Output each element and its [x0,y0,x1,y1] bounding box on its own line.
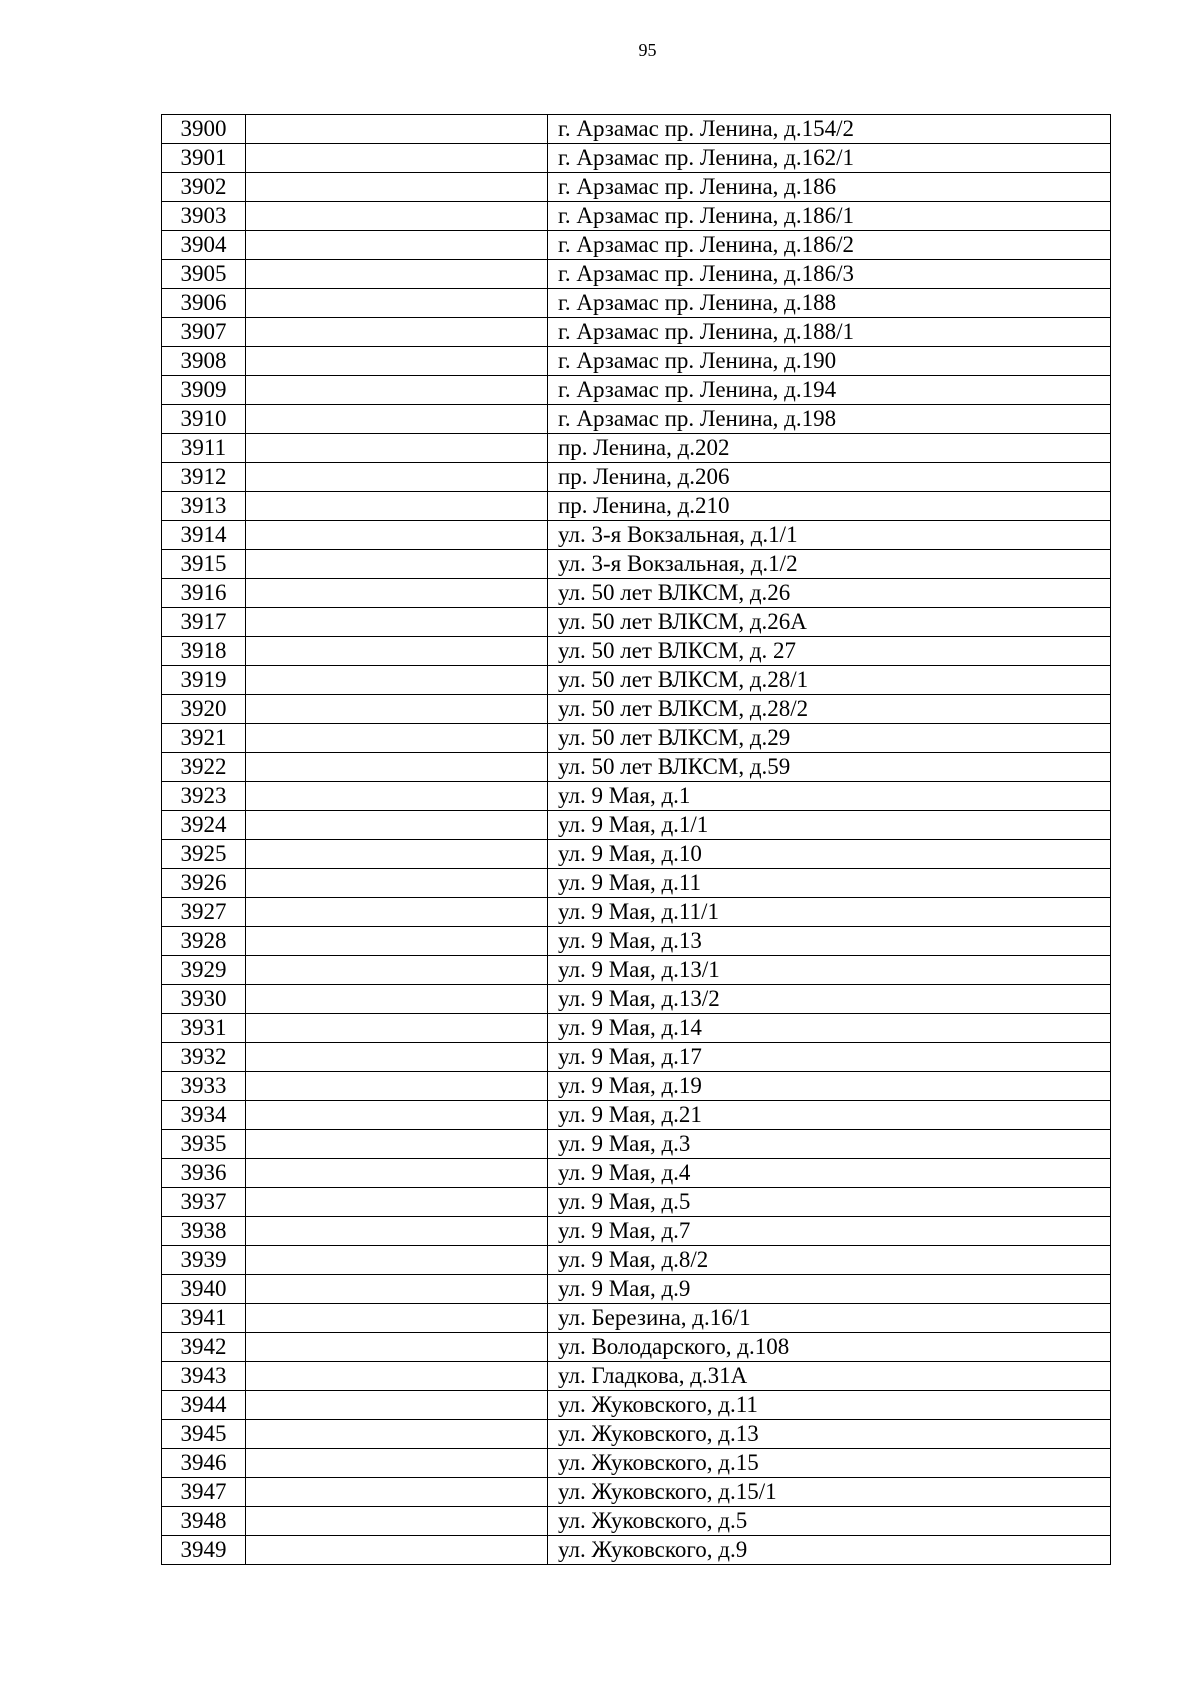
table-row [162,782,1111,811]
table-row [162,1188,1111,1217]
address-cell: ул. Гладкова, д.31А [548,1362,1111,1391]
empty-cell [246,811,548,840]
empty-cell [246,869,548,898]
address-table-body [162,115,1111,1565]
empty-cell [246,376,548,405]
address-cell: пр. Ленина, д.206 [548,463,1111,492]
address-cell: ул. 9 Мая, д.17 [548,1043,1111,1072]
address-cell: ул. 9 Мая, д.10 [548,840,1111,869]
row-number: 3920 [162,695,246,724]
address-cell: ул. 50 лет ВЛКСМ, д.26А [548,608,1111,637]
empty-cell [246,1362,548,1391]
empty-cell [246,289,548,318]
address-cell: ул. 3-я Вокзальная, д.1/2 [548,550,1111,579]
table-row [162,811,1111,840]
address-cell: ул. 9 Мая, д.3 [548,1130,1111,1159]
table-row [162,202,1111,231]
address-cell: г. Арзамас пр. Ленина, д.154/2 [548,115,1111,144]
address-cell: г. Арзамас пр. Ленина, д.162/1 [548,144,1111,173]
table-row [162,115,1111,144]
address-table [161,114,1111,1565]
row-number: 3926 [162,869,246,898]
address-cell: пр. Ленина, д.210 [548,492,1111,521]
table-row [162,608,1111,637]
row-number: 3921 [162,724,246,753]
table-row [162,927,1111,956]
empty-cell [246,695,548,724]
table-row [162,1304,1111,1333]
empty-cell [246,1159,548,1188]
empty-cell [246,1246,548,1275]
empty-cell [246,1043,548,1072]
row-number: 3933 [162,1072,246,1101]
page-number: 95 [638,40,657,60]
table-row [162,1362,1111,1391]
empty-cell [246,724,548,753]
empty-cell [246,1188,548,1217]
empty-cell [246,985,548,1014]
table-row [162,985,1111,1014]
address-cell: ул. 9 Мая, д.1/1 [548,811,1111,840]
row-number: 3934 [162,1101,246,1130]
table-row [162,1507,1111,1536]
empty-cell [246,1391,548,1420]
row-number: 3948 [162,1507,246,1536]
address-cell: ул. 50 лет ВЛКСМ, д.28/1 [548,666,1111,695]
table-row [162,260,1111,289]
table-row [162,434,1111,463]
address-cell: ул. 9 Мая, д.4 [548,1159,1111,1188]
empty-cell [246,1449,548,1478]
table-row [162,550,1111,579]
table-row [162,521,1111,550]
table-row [162,1014,1111,1043]
empty-cell [246,753,548,782]
empty-cell [246,318,548,347]
empty-cell [246,1478,548,1507]
table-row [162,1449,1111,1478]
empty-cell [246,347,548,376]
row-number: 3949 [162,1536,246,1565]
row-number: 3923 [162,782,246,811]
empty-cell [246,1130,548,1159]
row-number: 3905 [162,260,246,289]
row-number: 3904 [162,231,246,260]
table-row [162,1217,1111,1246]
address-cell: г. Арзамас пр. Ленина, д.186 [548,173,1111,202]
empty-cell [246,1304,548,1333]
empty-cell [246,144,548,173]
table-row [162,1072,1111,1101]
address-cell: ул. 9 Мая, д.13/1 [548,956,1111,985]
table-row [162,1420,1111,1449]
empty-cell [246,231,548,260]
empty-cell [246,608,548,637]
row-number: 3910 [162,405,246,434]
address-cell: ул. 50 лет ВЛКСМ, д. 27 [548,637,1111,666]
address-cell: ул. 9 Мая, д.11 [548,869,1111,898]
address-cell: ул. 9 Мая, д.5 [548,1188,1111,1217]
table-row [162,463,1111,492]
table-row [162,405,1111,434]
empty-cell [246,115,548,144]
address-cell: г. Арзамас пр. Ленина, д.186/2 [548,231,1111,260]
address-cell: ул. Жуковского, д.5 [548,1507,1111,1536]
empty-cell [246,1014,548,1043]
row-number: 3945 [162,1420,246,1449]
empty-cell [246,1420,548,1449]
row-number: 3914 [162,521,246,550]
empty-cell [246,1101,548,1130]
row-number: 3908 [162,347,246,376]
empty-cell [246,956,548,985]
address-cell: пр. Ленина, д.202 [548,434,1111,463]
table-row [162,1130,1111,1159]
address-cell: ул. Жуковского, д.15/1 [548,1478,1111,1507]
row-number: 3940 [162,1275,246,1304]
address-cell: г. Арзамас пр. Ленина, д.186/1 [548,202,1111,231]
address-cell: ул. 9 Мая, д.21 [548,1101,1111,1130]
table-row [162,289,1111,318]
address-cell: ул. 50 лет ВЛКСМ, д.26 [548,579,1111,608]
row-number: 3939 [162,1246,246,1275]
table-row [162,724,1111,753]
row-number: 3922 [162,753,246,782]
address-cell: ул. Жуковского, д.13 [548,1420,1111,1449]
address-cell: г. Арзамас пр. Ленина, д.194 [548,376,1111,405]
table-row [162,637,1111,666]
address-cell: г. Арзамас пр. Ленина, д.198 [548,405,1111,434]
row-number: 3900 [162,115,246,144]
row-number: 3931 [162,1014,246,1043]
row-number: 3936 [162,1159,246,1188]
empty-cell [246,1536,548,1565]
row-number: 3918 [162,637,246,666]
row-number: 3944 [162,1391,246,1420]
table-row [162,695,1111,724]
table-row [162,144,1111,173]
address-cell: ул. Володарского, д.108 [548,1333,1111,1362]
address-cell: ул. 50 лет ВЛКСМ, д.29 [548,724,1111,753]
table-row [162,753,1111,782]
table-row [162,956,1111,985]
address-cell: ул. Жуковского, д.15 [548,1449,1111,1478]
address-cell: г. Арзамас пр. Ленина, д.188/1 [548,318,1111,347]
empty-cell [246,173,548,202]
empty-cell [246,1217,548,1246]
address-cell: ул. 9 Мая, д.19 [548,1072,1111,1101]
table-row [162,1391,1111,1420]
row-number: 3932 [162,1043,246,1072]
address-cell: ул. 3-я Вокзальная, д.1/1 [548,521,1111,550]
table-row [162,1101,1111,1130]
row-number: 3938 [162,1217,246,1246]
row-number: 3901 [162,144,246,173]
address-cell: г. Арзамас пр. Ленина, д.188 [548,289,1111,318]
row-number: 3909 [162,376,246,405]
address-cell: ул. 9 Мая, д.7 [548,1217,1111,1246]
row-number: 3937 [162,1188,246,1217]
row-number: 3903 [162,202,246,231]
row-number: 3946 [162,1449,246,1478]
table-row [162,579,1111,608]
row-number: 3927 [162,898,246,927]
table-row [162,869,1111,898]
row-number: 3935 [162,1130,246,1159]
address-cell: ул. 9 Мая, д.11/1 [548,898,1111,927]
table-row [162,376,1111,405]
address-cell: ул. 9 Мая, д.8/2 [548,1246,1111,1275]
row-number: 3916 [162,579,246,608]
table-row [162,1246,1111,1275]
row-number: 3929 [162,956,246,985]
empty-cell [246,579,548,608]
row-number: 3947 [162,1478,246,1507]
empty-cell [246,927,548,956]
row-number: 3907 [162,318,246,347]
address-cell: ул. 9 Мая, д.13 [548,927,1111,956]
row-number: 3943 [162,1362,246,1391]
table-row [162,898,1111,927]
row-number: 3924 [162,811,246,840]
row-number: 3942 [162,1333,246,1362]
address-cell: ул. 50 лет ВЛКСМ, д.28/2 [548,695,1111,724]
empty-cell [246,1333,548,1362]
table-row [162,1478,1111,1507]
empty-cell [246,521,548,550]
empty-cell [246,666,548,695]
address-cell: ул. 50 лет ВЛКСМ, д.59 [548,753,1111,782]
empty-cell [246,202,548,231]
table-row [162,231,1111,260]
empty-cell [246,405,548,434]
address-cell: ул. Жуковского, д.9 [548,1536,1111,1565]
row-number: 3902 [162,173,246,202]
empty-cell [246,637,548,666]
row-number: 3906 [162,289,246,318]
address-cell: ул. 9 Мая, д.1 [548,782,1111,811]
row-number: 3915 [162,550,246,579]
table-row [162,1043,1111,1072]
address-cell: ул. 9 Мая, д.9 [548,1275,1111,1304]
table-row [162,1536,1111,1565]
table-row [162,173,1111,202]
row-number: 3925 [162,840,246,869]
address-cell: ул. 9 Мая, д.13/2 [548,985,1111,1014]
empty-cell [246,1072,548,1101]
row-number: 3911 [162,434,246,463]
table-row [162,1275,1111,1304]
address-cell: ул. 9 Мая, д.14 [548,1014,1111,1043]
row-number: 3928 [162,927,246,956]
address-cell: г. Арзамас пр. Ленина, д.190 [548,347,1111,376]
row-number: 3941 [162,1304,246,1333]
table-row [162,347,1111,376]
empty-cell [246,1275,548,1304]
empty-cell [246,492,548,521]
row-number: 3919 [162,666,246,695]
empty-cell [246,898,548,927]
address-cell: ул. Жуковского, д.11 [548,1391,1111,1420]
table-row [162,492,1111,521]
table-row [162,666,1111,695]
empty-cell [246,434,548,463]
empty-cell [246,463,548,492]
address-cell: ул. Березина, д.16/1 [548,1304,1111,1333]
row-number: 3930 [162,985,246,1014]
row-number: 3913 [162,492,246,521]
table-row [162,1159,1111,1188]
empty-cell [246,840,548,869]
empty-cell [246,1507,548,1536]
table-row [162,1333,1111,1362]
empty-cell [246,260,548,289]
row-number: 3917 [162,608,246,637]
table-row [162,840,1111,869]
empty-cell [246,550,548,579]
table-row [162,318,1111,347]
address-cell: г. Арзамас пр. Ленина, д.186/3 [548,260,1111,289]
empty-cell [246,782,548,811]
row-number: 3912 [162,463,246,492]
